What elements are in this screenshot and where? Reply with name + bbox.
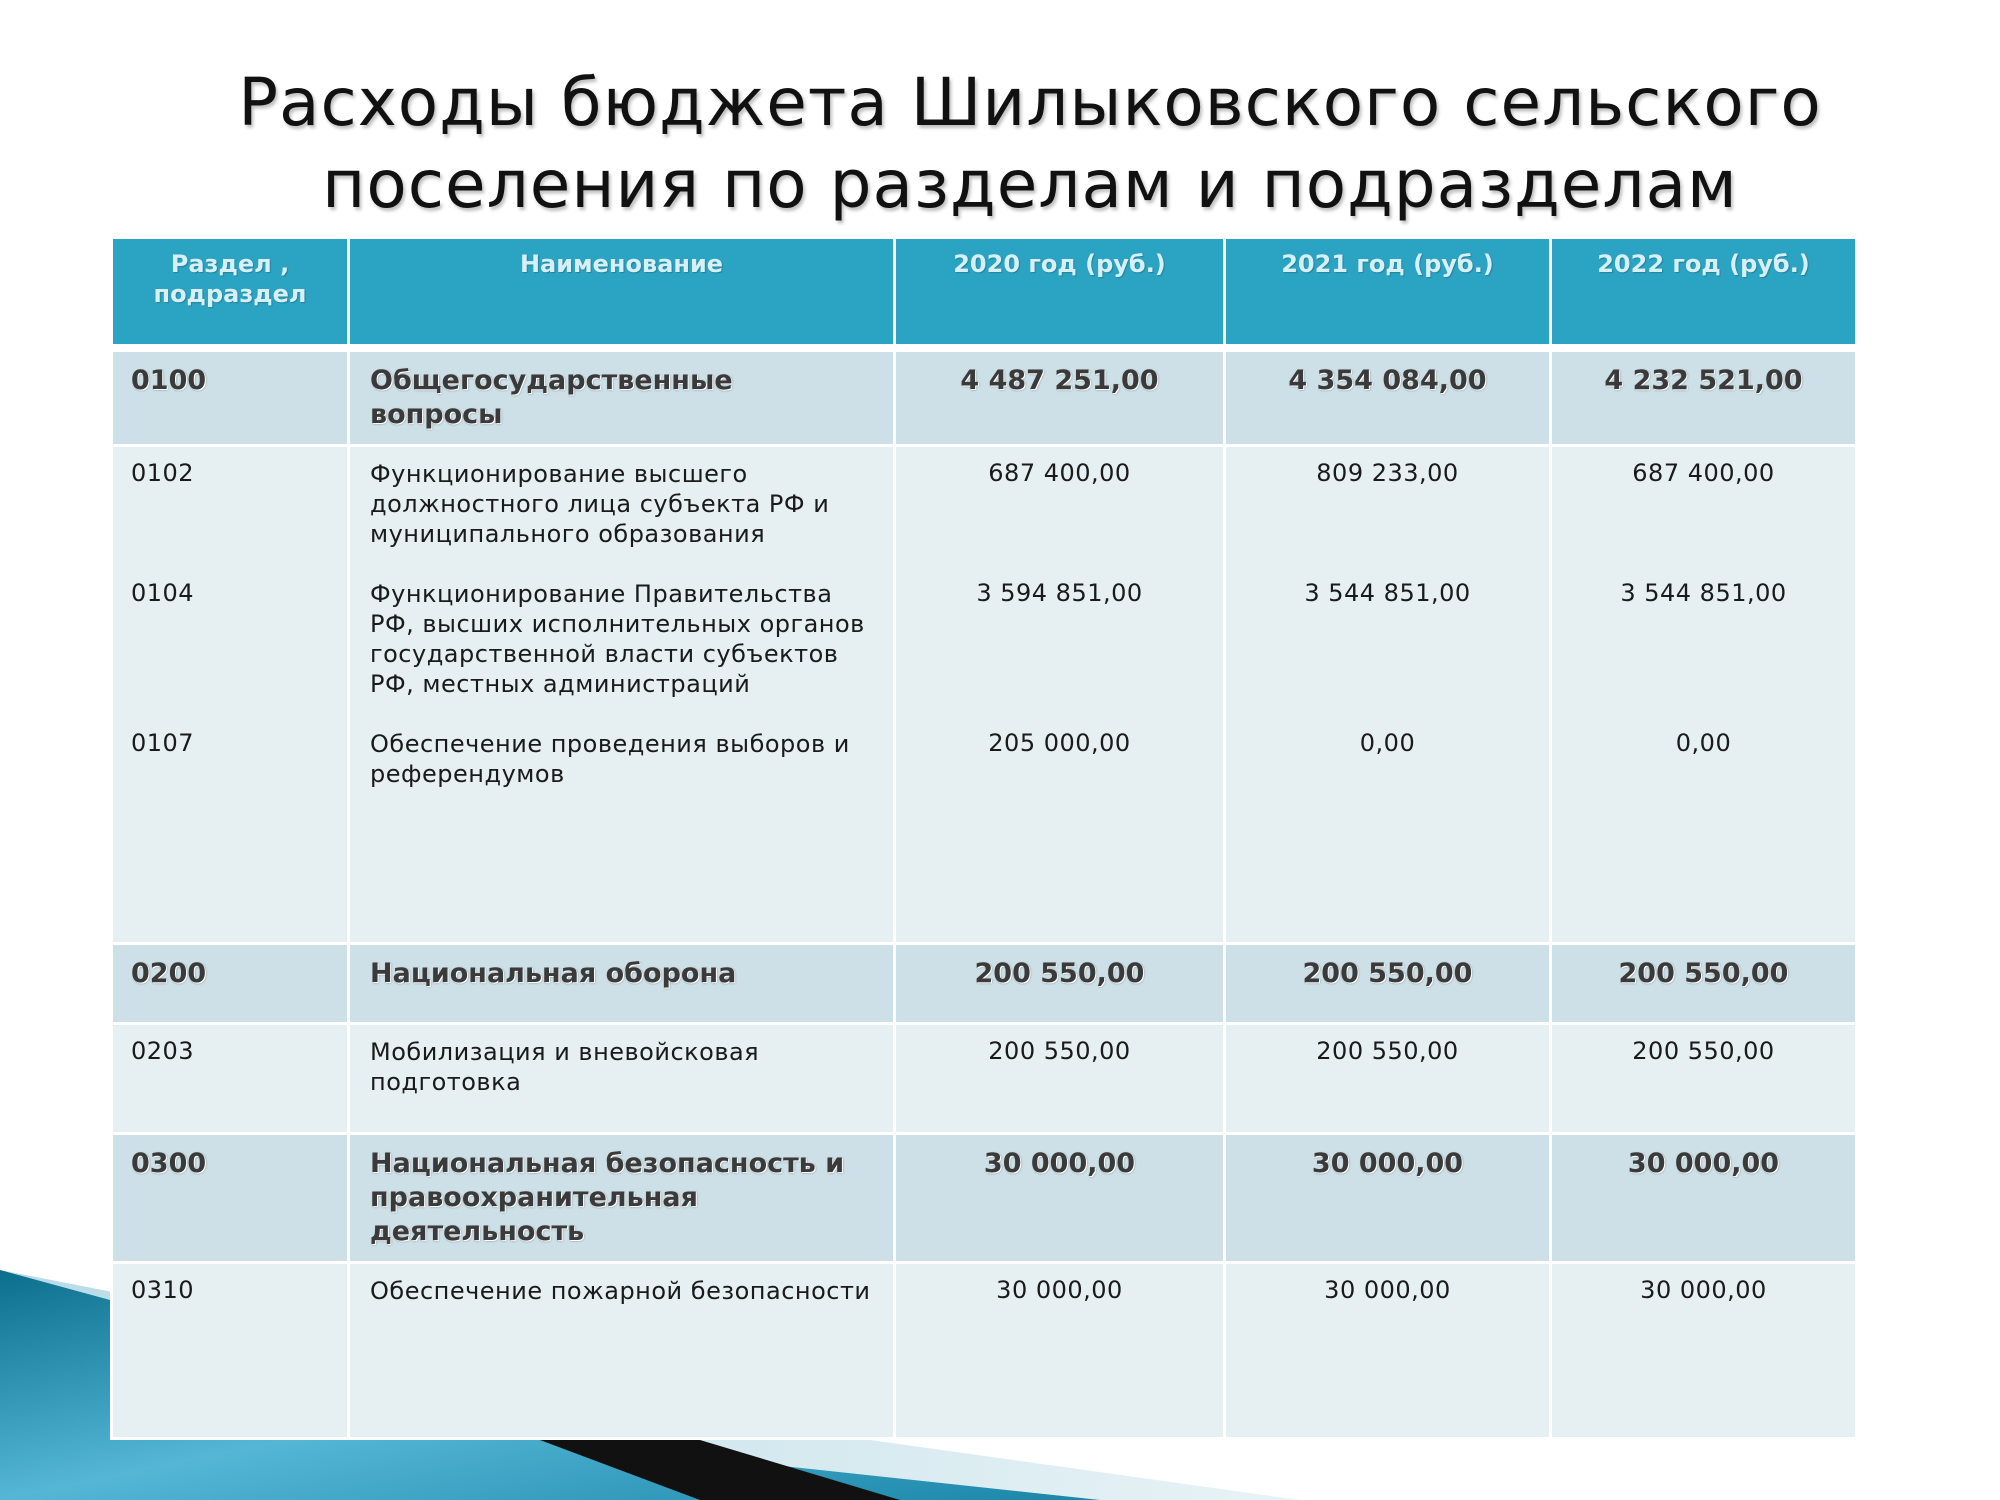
sub-name-0102: Функционирование высшего должностного лица субъекта РФ и муниципального образования [370,460,830,548]
row-2020: 200 550,00 [895,944,1225,1024]
row-2021: 200 550,00 [1225,1024,1551,1134]
row-code: 0200 [112,944,349,1024]
row-names [349,446,895,944]
sub-2021-0102: 809 233,00 [1316,459,1459,487]
table-row-section-0300 [112,1134,1857,1263]
table-row-section-0100 [112,351,1857,446]
table-row-group-0100-subsections [112,446,1857,944]
header-2022: 2022 год (руб.) [1551,238,1857,346]
row-2021: 4 354 084,00 [1225,351,1551,446]
row-2020: 30 000,00 [895,1134,1225,1263]
header-2020: 2020 год (руб.) [895,238,1225,346]
row-2021-values [1225,446,1551,944]
row-2022: 30 000,00 [1551,1263,1857,1439]
row-2022: 30 000,00 [1551,1134,1857,1263]
sub-name-0104: Функционирование Правительства РФ, высших исполнительных органов государственной власти субъектов РФ, местных администраций [370,580,865,698]
row-2022: 4 232 521,00 [1551,351,1857,446]
sub-2022-0104: 3 544 851,00 [1620,579,1787,607]
row-codes [112,446,349,944]
sub-2022-0107: 0,00 [1675,729,1732,757]
row-name: Общегосударственные вопросы [349,351,895,446]
row-2022-values [1551,446,1857,944]
row-2021: 30 000,00 [1225,1134,1551,1263]
table-row-sub-0203 [112,1024,1857,1134]
row-2020: 200 550,00 [895,1024,1225,1134]
row-code: 0300 [112,1134,349,1263]
row-name: Национальная безопасность и правоохранительная деятельность [349,1134,895,1263]
row-2022: 200 550,00 [1551,1024,1857,1134]
title-line-2: поселения по разделам и подразделам [322,146,1738,223]
sub-2020-0107: 205 000,00 [988,729,1131,757]
sub-code-0107: 0107 [131,729,195,757]
table-header-row [112,238,1857,346]
row-name: Обеспечение пожарной безопасности [349,1263,895,1439]
sub-2021-0107: 0,00 [1359,729,1416,757]
sub-2022-0102: 687 400,00 [1632,459,1775,487]
page-title [150,62,1910,226]
row-2020-values [895,446,1225,944]
title-line-1: Расходы бюджета Шилыковского сельского [238,64,1822,141]
row-2021: 200 550,00 [1225,944,1551,1024]
row-code: 0203 [112,1024,349,1134]
sub-2021-0104: 3 544 851,00 [1304,579,1471,607]
row-2020: 4 487 251,00 [895,351,1225,446]
budget-table [110,236,1858,1440]
sub-2020-0104: 3 594 851,00 [976,579,1143,607]
row-2022: 200 550,00 [1551,944,1857,1024]
row-name: Национальная оборона [349,944,895,1024]
header-2021: 2021 год (руб.) [1225,238,1551,346]
header-code: Раздел , подраздел [112,238,349,346]
table-row-sub-0310 [112,1263,1857,1439]
row-2020: 30 000,00 [895,1263,1225,1439]
sub-code-0104: 0104 [131,579,195,607]
sub-2020-0102: 687 400,00 [988,459,1131,487]
row-2021: 30 000,00 [1225,1263,1551,1439]
row-code: 0310 [112,1263,349,1439]
sub-name-0107: Обеспечение проведения выборов и референдумов [370,730,850,788]
row-name: Мобилизация и вневойсковая подготовка [349,1024,895,1134]
row-code: 0100 [112,351,349,446]
sub-code-0102: 0102 [131,459,195,487]
header-name: Наименование [349,238,895,346]
table-row-section-0200 [112,944,1857,1024]
